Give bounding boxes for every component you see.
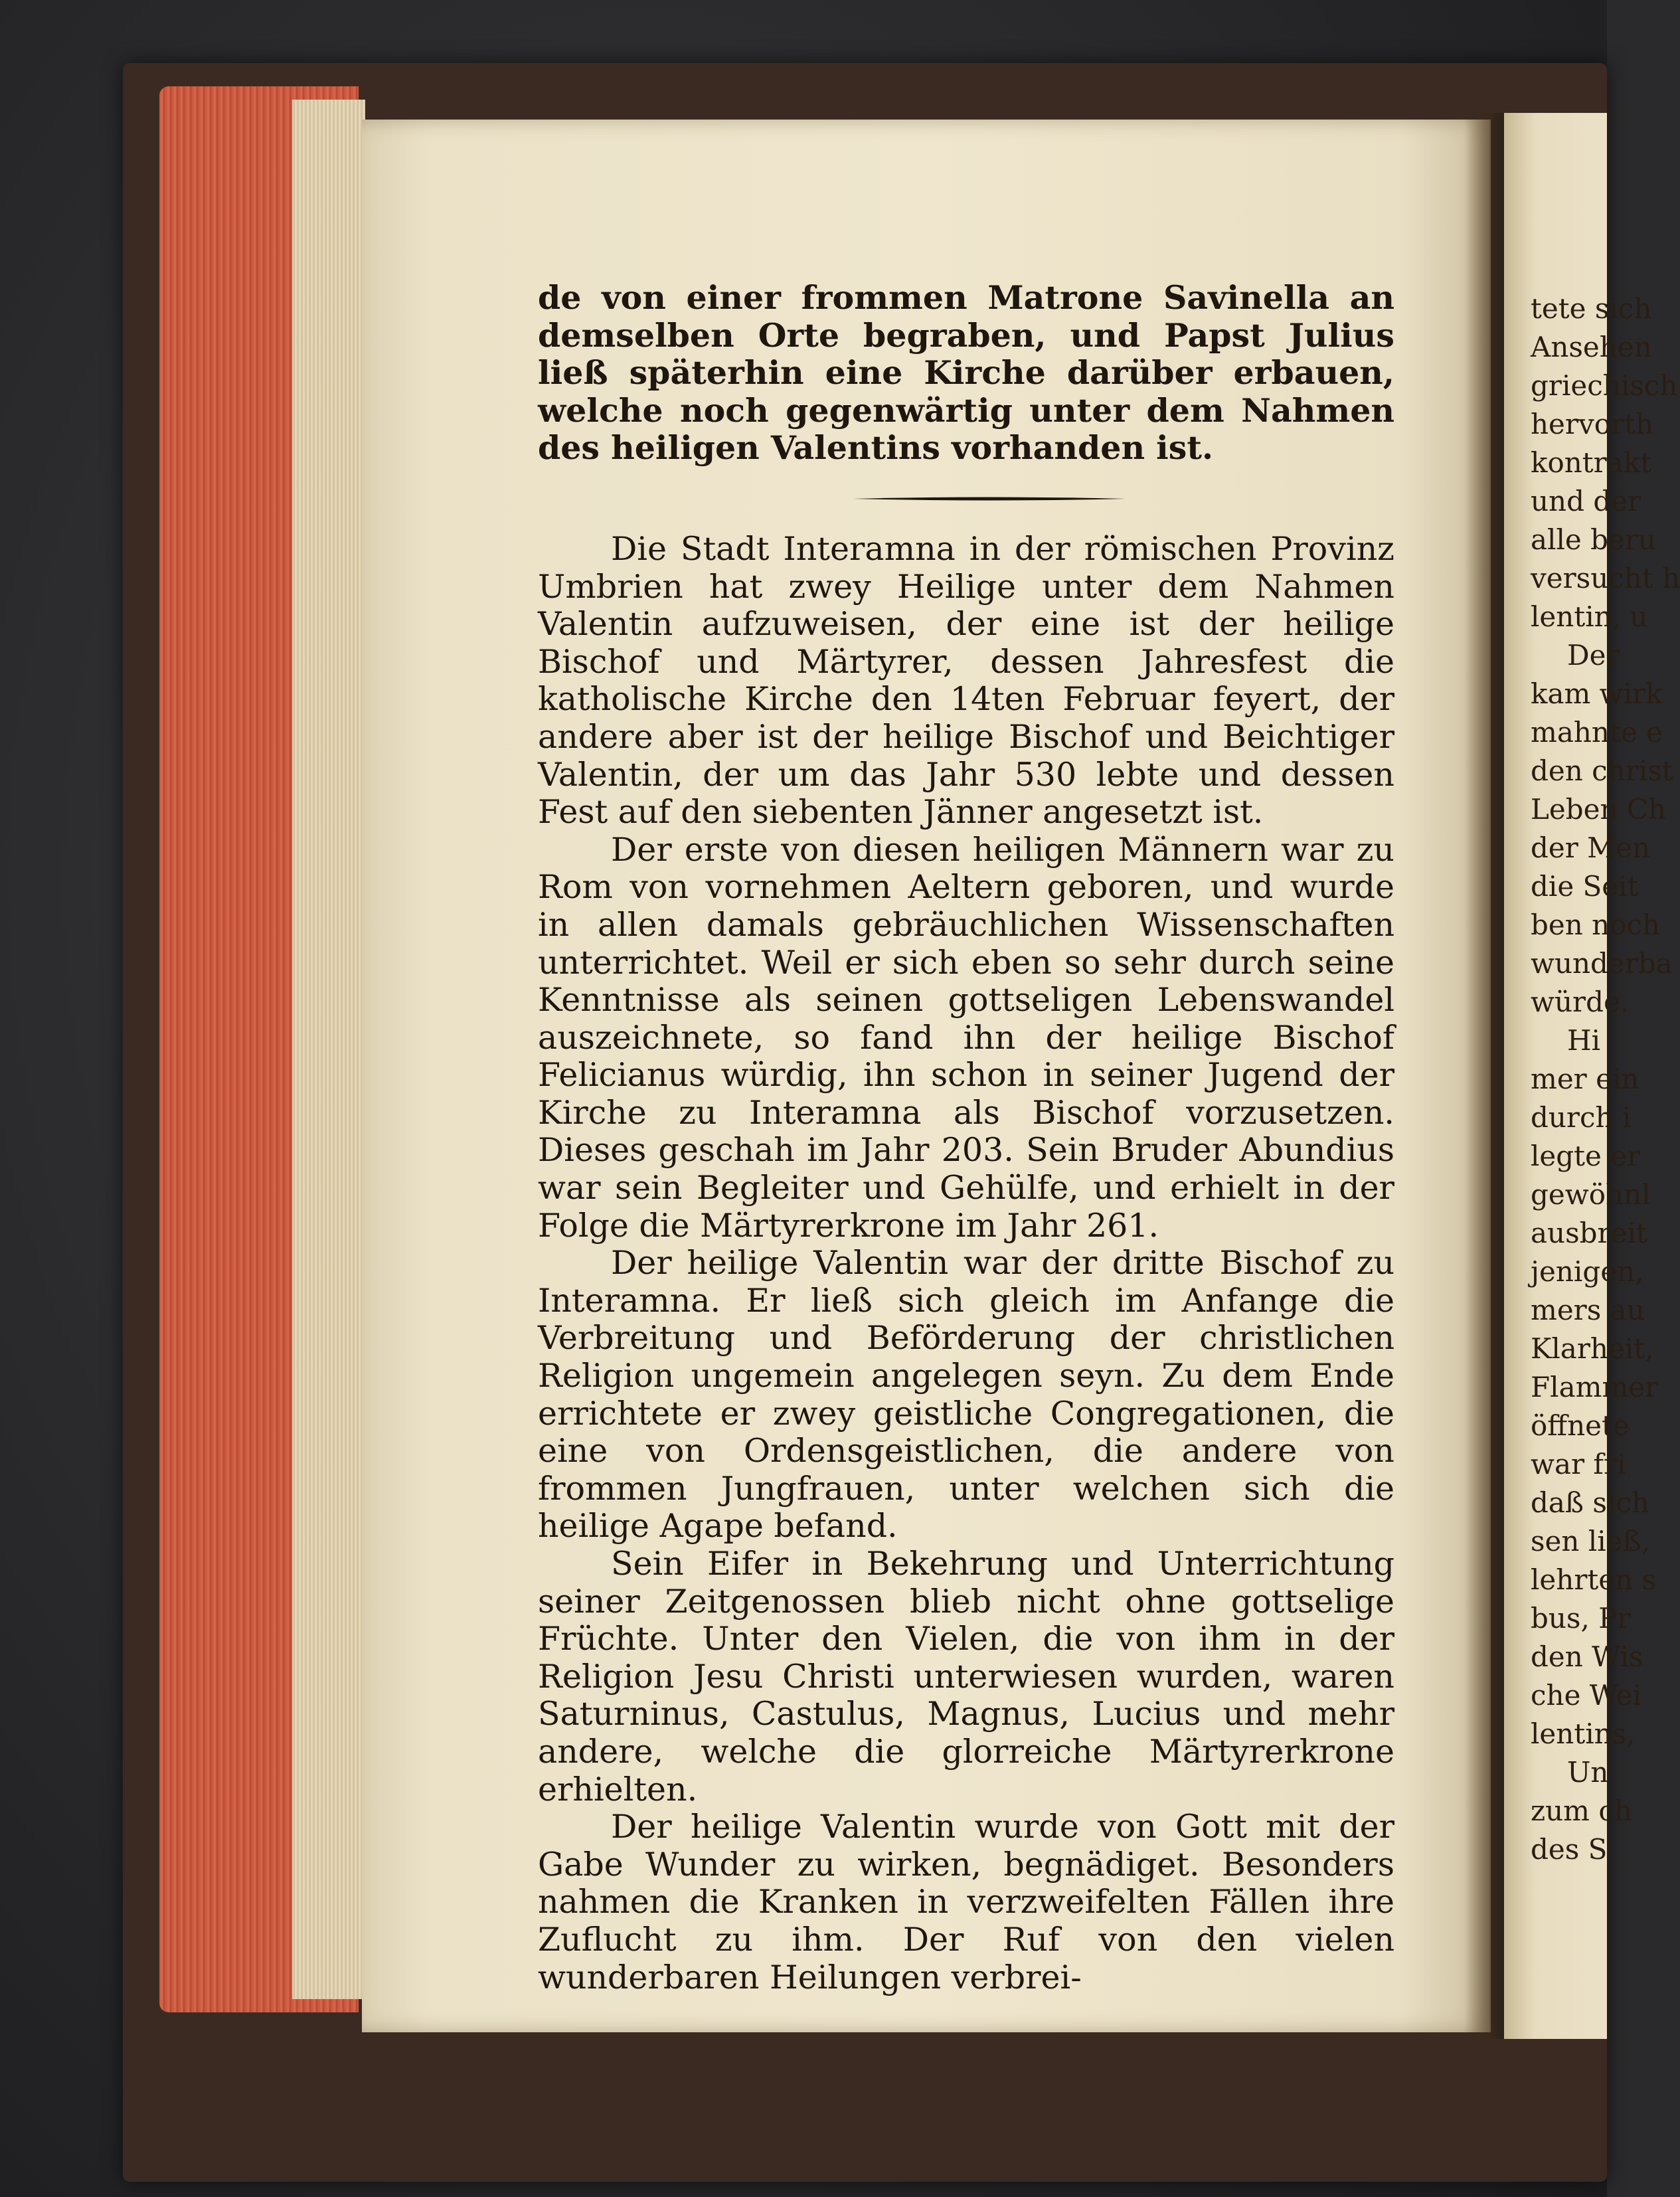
facing-page-fragment: griechisch [1531, 369, 1678, 402]
paragraph-5: Der heilige Valentin wurde von Gott mit der Gabe Wunder zu wirken, begnädiget. Besonders nahmen die Kranken in verzweifelten Fällen ihre Zuflucht zu ihm. Der Ruf von den vielen wunderbaren Heilungen verbrei- [538, 1808, 1394, 1996]
section-divider [853, 496, 1126, 501]
facing-page-fragment: mers au [1531, 1294, 1645, 1326]
facing-page-fragment: den christ [1531, 754, 1673, 787]
facing-page-fragment: und der [1531, 485, 1641, 517]
facing-page [1504, 113, 1680, 2039]
facing-page-fragment: Leben Ch [1531, 793, 1667, 826]
facing-page-fragment: lehrten s [1531, 1563, 1657, 1596]
facing-page-fragment: würde. [1531, 986, 1630, 1018]
paragraph-4: Sein Eifer in Bekehrung und Unterrichtung seiner Zeitgenossen blieb nicht ohne gottselige Früchte. Unter den Vielen, die von ihm in der Religion Jesu Christi unterwiesen wurden, waren Saturninus, Castulus, Magnus, Lucius und mehr andere, welche die glorreiche Märtyrerkrone erhielten. [538, 1545, 1394, 1808]
facing-page-fragment: Flammer [1531, 1371, 1659, 1403]
paragraph-1: Die Stadt Interamna in der römischen Provinz Umbrien hat zwey Heilige unter dem Nahmen Valentin aufzuweisen, der eine ist der heilige Bischof und Märtyrer, dessen Jahresfest die katholische Kirche den 14ten Februar feyert, der andere aber ist der heilige Bischof und Beichtiger Valentin, der um das Jahr 530 lebte und dessen Fest auf den siebenten Jänner angesetzt ist. [538, 529, 1394, 832]
facing-page-fragment: mer ein [1531, 1063, 1639, 1095]
facing-page-fragment: Klarheit, [1531, 1332, 1654, 1365]
facing-page-fragment: Hi [1567, 1024, 1601, 1057]
facing-page-fragment: jenigen, [1531, 1255, 1644, 1288]
facing-page-fragment: durch i [1531, 1101, 1632, 1134]
page-text [538, 279, 1394, 1996]
facing-page-fragment: des S [1531, 1833, 1608, 1866]
facing-page-fragment: war fri [1531, 1448, 1626, 1480]
book-gutter [1464, 113, 1504, 2039]
facing-page-fragment: che Wei [1531, 1679, 1641, 1712]
facing-page-fragment: die Seit [1531, 870, 1639, 903]
facing-page-fragment: tete sich [1531, 292, 1652, 325]
paragraph-3: Der heilige Valentin war der dritte Bischof zu Interamna. Er ließ sich gleich im Anfange die Verbreitung und Beförderung der christlichen Religion ungemein angelegen seyn. Zu dem Ende errichtete er zwey geistliche Congregationen, die eine von Ordensgeistlichen, die andere von frommen Jungfrauen, unter welchen sich die heilige Agape befand. [538, 1244, 1394, 1545]
facing-page-fragment: den Wis [1531, 1640, 1643, 1673]
facing-page-fragment: lentin, u [1531, 600, 1648, 633]
facing-page-fragment: daß sich [1531, 1486, 1649, 1519]
facing-page-fragment: ben noch [1531, 909, 1661, 941]
facing-page-fragment: kontrakt [1531, 446, 1652, 479]
facing-page-fragment: wunderba [1531, 947, 1673, 980]
facing-page-fragment: Ansehen [1531, 331, 1652, 363]
facing-page-fragment: mahnte e [1531, 716, 1663, 748]
facing-page-fragment: gewöhnl [1531, 1178, 1651, 1211]
paragraph-2: Der erste von diesen heiligen Männern war zu Rom von vornehmen Aeltern geboren, und wurde in allen damals gebräuchlichen Wissenschaften unterrichtet. Weil er sich eben so sehr durch seine Kenntnisse als seinen gottseligen Lebenswandel auszeichnete, so fand ihn der heilige Bischof Felicianus würdig, ihn schon in seiner Jugend der Kirche zu Interamna als Bischof vorzusetzen. Dieses geschah im Jahr 203. Sein Bruder Abundius war sein Begleiter und Gehülfe, und erhielt in der Folge die Märtyrerkrone im Jahr 261. [538, 830, 1394, 1245]
facing-page-fragment: Der [1567, 639, 1620, 671]
facing-page-fragment: ausbreit [1531, 1217, 1647, 1249]
facing-page-fragment: legte er [1531, 1140, 1641, 1172]
facing-page-fragment: zum ch [1531, 1795, 1632, 1827]
page-edges-inner [292, 100, 365, 1999]
facing-page-fragment: versucht h [1531, 562, 1680, 594]
facing-page-fragment: öffnete [1531, 1409, 1630, 1442]
facing-page-fragment: der Men [1531, 832, 1651, 864]
opening-paragraph: de von einer frommen Matrone Savinella an demselben Orte begraben, und Papst Julius ließ späterhin eine Kirche darüber erbauen, welche noch gegenwärtig unter dem Nahmen des heiligen Valentins vorhanden ist. [538, 278, 1394, 468]
facing-page-fragment: kam wirk [1531, 677, 1663, 710]
facing-page-fragment: lentins, [1531, 1717, 1636, 1750]
facing-page-fragment: bus, Pr [1531, 1602, 1631, 1634]
facing-page-fragment: hervorth [1531, 408, 1654, 440]
facing-page-fragment: Un [1567, 1756, 1609, 1789]
facing-page-fragment: alle beru [1531, 523, 1656, 556]
facing-page-fragment: sen ließ, [1531, 1525, 1650, 1557]
